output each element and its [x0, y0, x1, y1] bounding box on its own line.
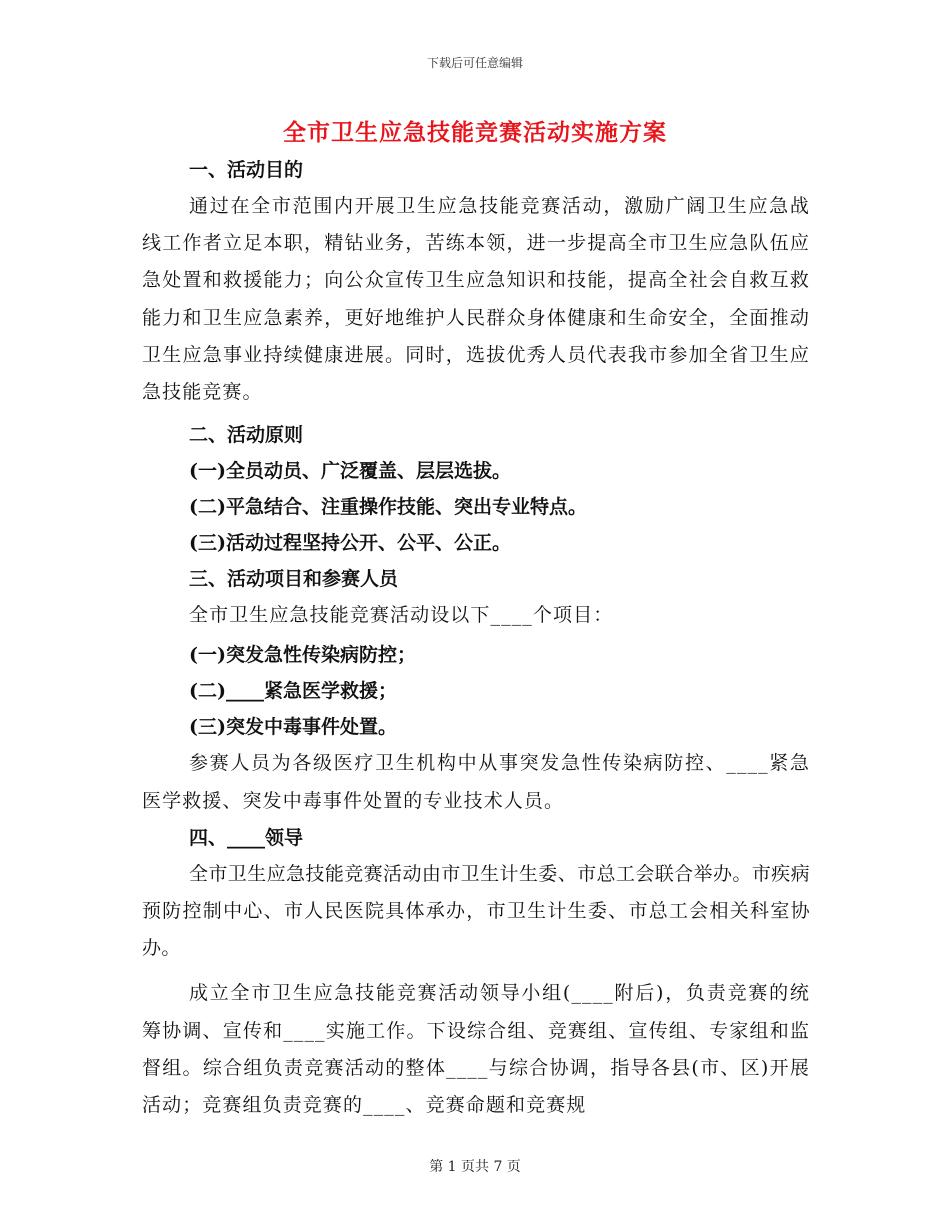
section-3-intro: 全市卫生应急技能竞赛活动设以下____个项目： — [189, 604, 614, 627]
section-2-item-3: (三)活动过程坚持公开、公平、公正。 — [189, 532, 511, 555]
document-body — [142, 152, 810, 1124]
section-1-paragraph: 通过在全市范围内开展卫生应急技能竞赛活动，激励广阔卫生应急战线工作者立足本职，精钻业务，苦练本领，进一步提高全市卫生应急队伍应急处置和救援能力；向公众宣传卫生应急知识和技能，提高全社会自救互救能力和卫生应急素养，更好地维护人民群众身体健康和生命安全，全面推动卫生应急事业持续健康进展。同时，选拔优秀人员代表我市参加全省卫生应急技能竞赛。 — [142, 195, 810, 404]
section-4-paragraph-1: 全市卫生应急技能竞赛活动由市卫生计生委、市总工会联合举办。市疾病预防控制中心、市人民医院具体承办，市卫生计生委、市总工会相关科室协办。 — [142, 862, 810, 960]
section-3-item-1: (一)突发急性传染病防控； — [189, 644, 416, 667]
document-title: 全市卫生应急技能竞赛活动实施方案 — [283, 119, 667, 146]
page-footer: 第 1 页共 7 页 — [429, 1159, 521, 1175]
page-header: 下载后可任意编辑 — [426, 56, 523, 70]
section-3-item-3: (三)突发中毒事件处置。 — [189, 716, 397, 739]
section-3-paragraph: 参赛人员为各级医疗卫生机构中从事突发急性传染病防控、____紧急医学救援、突发中毒事件处置的专业技术人员。 — [142, 752, 810, 812]
section-2-item-2: (二)平急结合、注重操作技能、突出专业特点。 — [189, 496, 587, 519]
section-4-heading: 四、____领导 — [189, 826, 304, 849]
section-3-item-2: (二)____紧急医学救援； — [189, 680, 397, 703]
section-2-heading: 二、活动原则 — [189, 424, 304, 447]
section-4-paragraph-2: 成立全市卫生应急技能竞赛活动领导小组(____附后)，负责竞赛的统筹协调、宣传和____实施工作。下设综合组、竞赛组、宣传组、专家组和监督组。综合组负责竞赛活动的整体____与综合协调，指导各县(市、区)开展活动；竞赛组负责竞赛的____、竞赛命题和竞赛规 — [142, 982, 810, 1117]
section-1-heading: 一、活动目的 — [189, 159, 304, 181]
section-3-heading: 三、活动项目和参赛人员 — [189, 568, 399, 591]
section-2-item-1: (一)全员动员、广泛覆盖、层层选拔。 — [189, 460, 511, 483]
